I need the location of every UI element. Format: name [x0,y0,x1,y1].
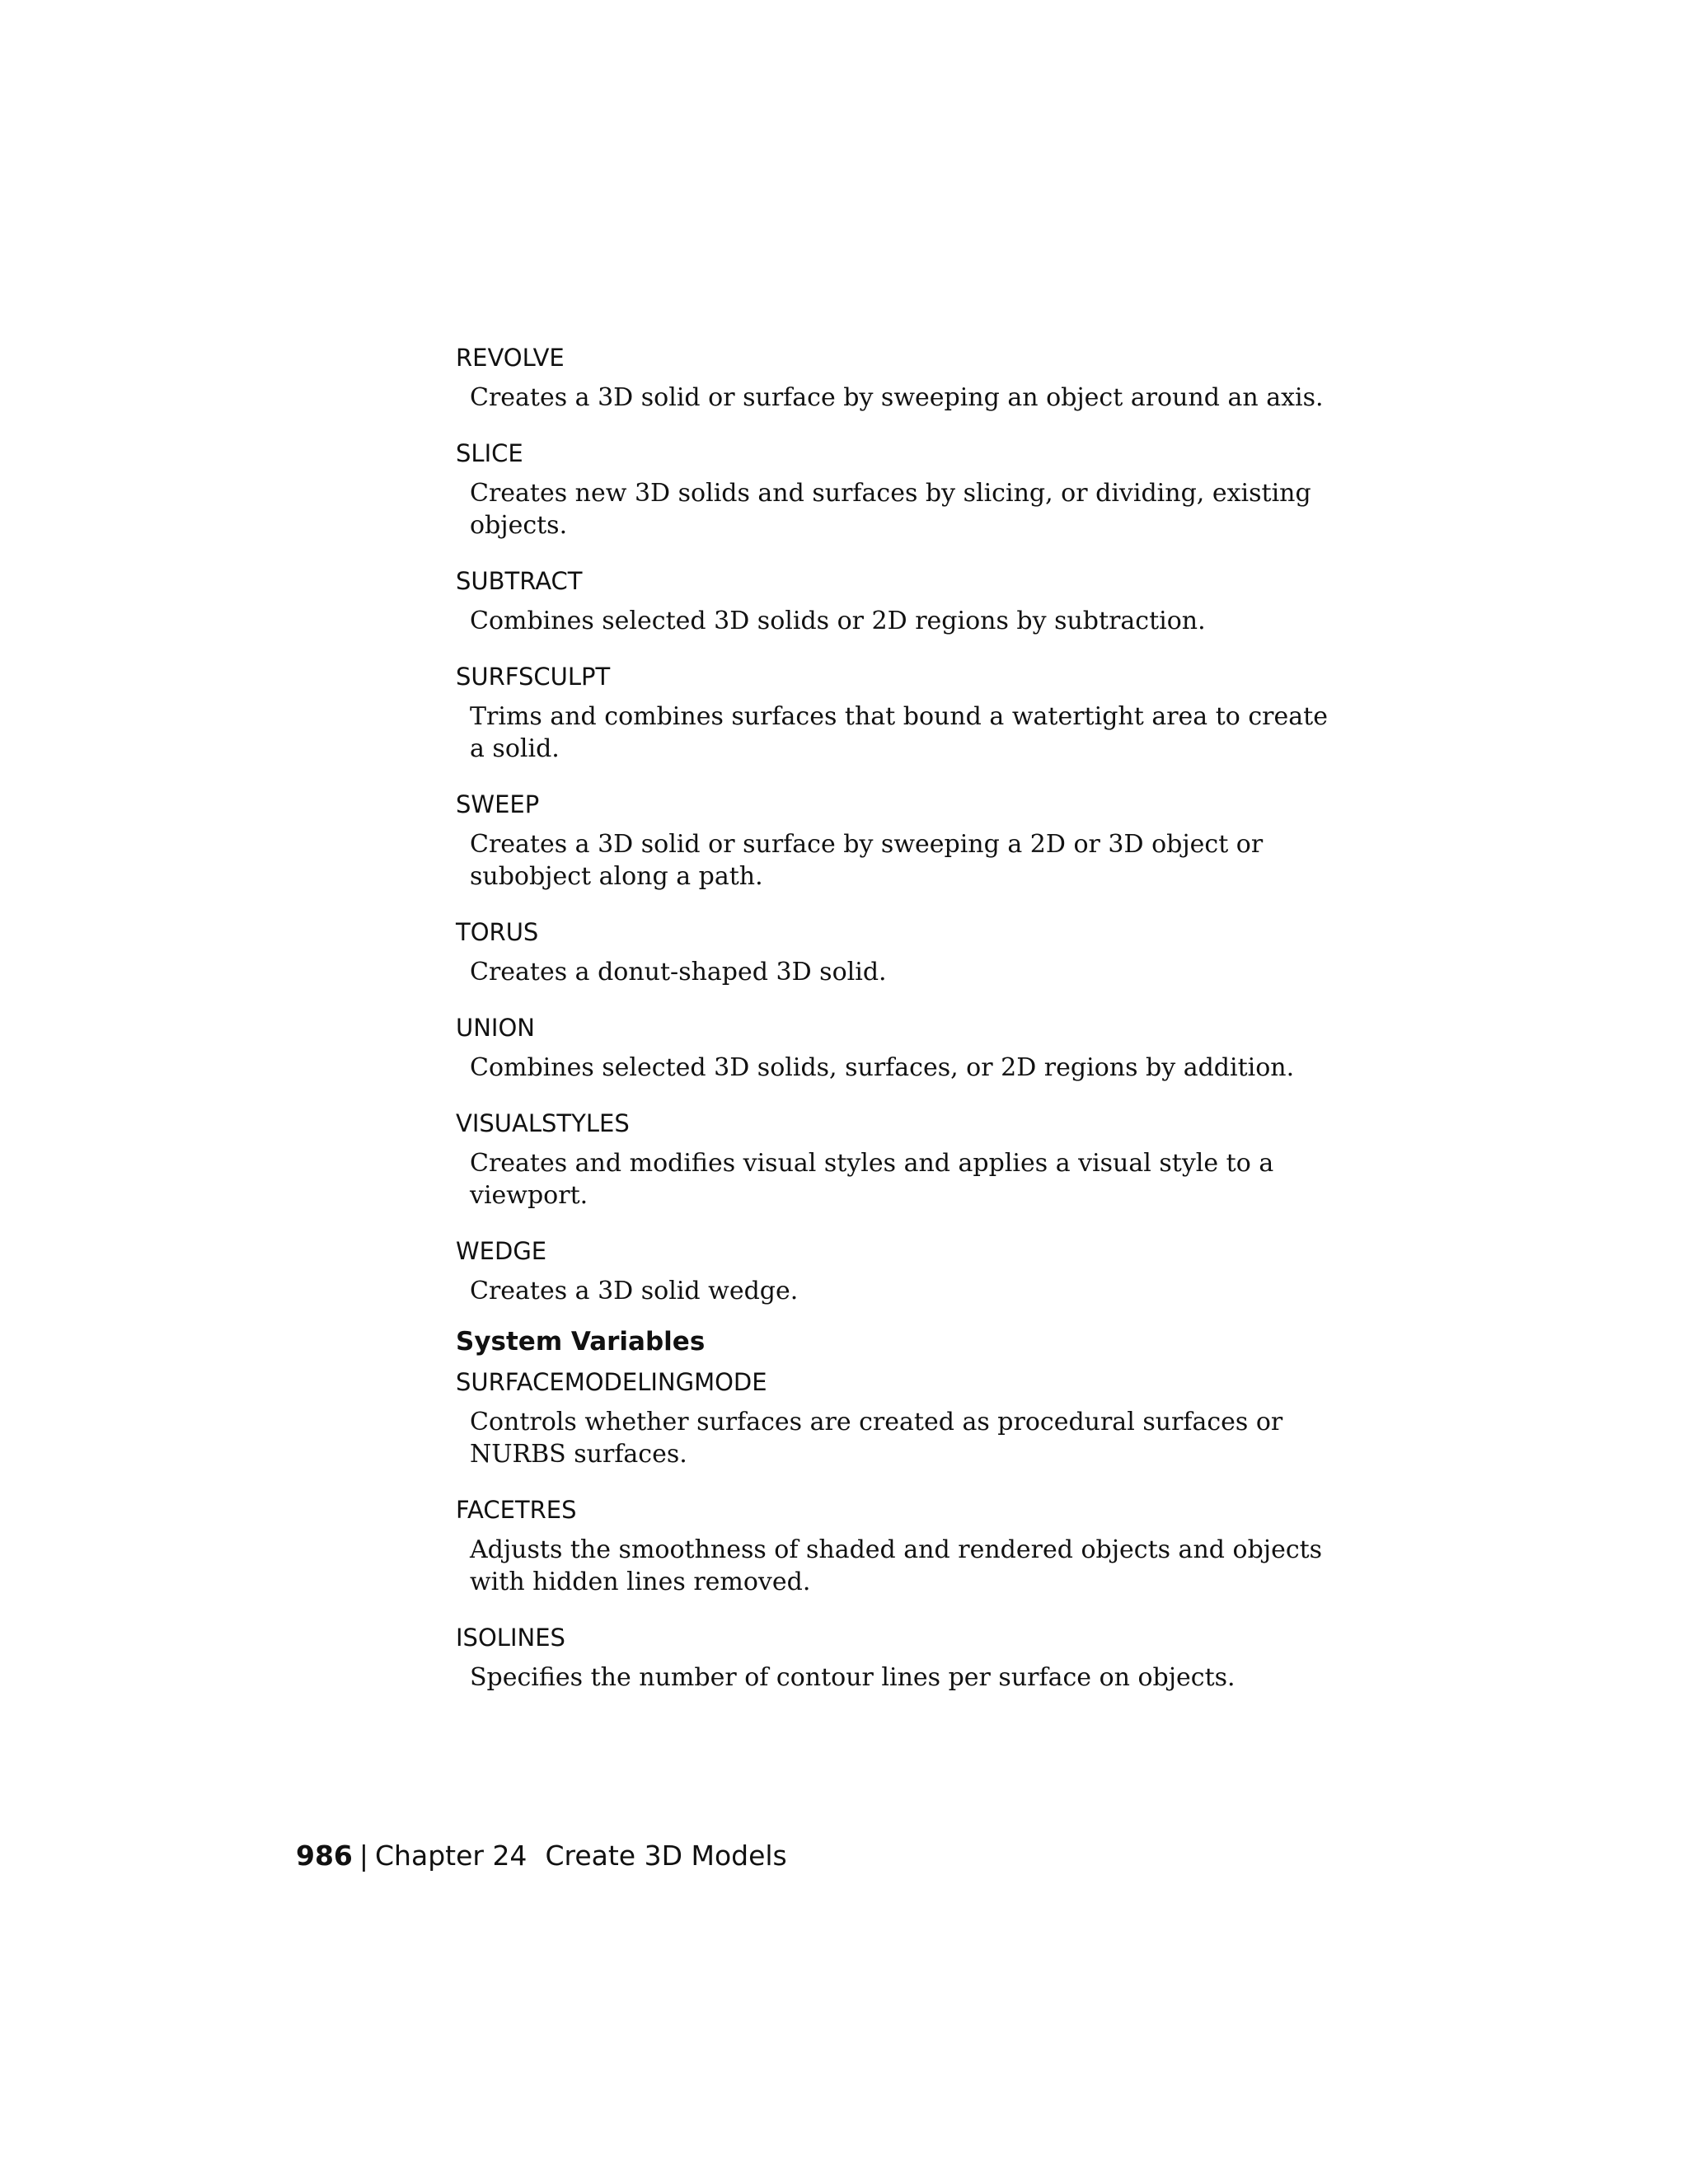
command-description: Creates a donut-shaped 3D solid. [470,958,887,987]
list-item [456,1486,1362,1598]
footer-separator: | [359,1840,369,1872]
variable-term: FACETRES [456,1496,577,1524]
page-footer [296,1838,787,1874]
list-item [456,429,1362,541]
variable-term: ISOLINES [456,1624,565,1652]
list-item [456,334,1362,414]
page-content [456,334,1362,1709]
variable-description: Adjusts the smoothness of shaded and rendered objects and objects with hidden lines removed. [470,1535,1323,1596]
command-term: TORUS [456,918,539,946]
page-number: 986 [296,1840,353,1872]
command-description: Trims and combines surfaces that bound a watertight area to create a solid. [470,702,1328,763]
list-item [456,1227,1362,1307]
command-term: VISUALSTYLES [456,1109,630,1137]
list-item [456,1614,1362,1694]
command-term: SURFSCULPT [456,663,611,691]
list-item [456,653,1362,765]
command-description: Combines selected 3D solids or 2D regions by subtraction. [470,607,1206,635]
command-description: Creates a 3D solid wedge. [470,1277,799,1305]
section-heading: System Variables [456,1327,706,1357]
list-item [456,557,1362,637]
list-item [456,1099,1362,1212]
command-term: SLICE [456,439,523,467]
list-item [456,1358,1362,1470]
command-term: SWEEP [456,790,540,818]
list-item [456,1004,1362,1084]
command-description: Creates and modifies visual styles and applies a visual style to a viewport. [470,1149,1274,1210]
list-item [456,780,1362,893]
command-description: Creates a 3D solid or surface by sweeping a 2D or 3D object or subobject along a path. [470,830,1264,891]
variable-description: Specifies the number of contour lines per surface on objects. [470,1663,1236,1692]
system-variables-section [456,1325,1362,1694]
command-description: Combines selected 3D solids, surfaces, or 2D regions by addition. [470,1053,1295,1082]
command-term: SUBTRACT [456,567,583,595]
command-term: UNION [456,1014,535,1042]
command-description: Creates a 3D solid or surface by sweeping an object around an axis. [470,383,1324,412]
variable-description: Controls whether surfaces are created as procedural surfaces or NURBS surfaces. [470,1408,1283,1469]
command-term: WEDGE [456,1237,547,1265]
command-description: Creates new 3D solids and surfaces by slicing, or dividing, existing objects. [470,479,1311,540]
command-list [456,334,1362,1307]
command-term: REVOLVE [456,344,565,372]
variable-term: SURFACEMODELINGMODE [456,1368,767,1396]
chapter-title: Create 3D Models [545,1840,787,1872]
list-item [456,908,1362,988]
chapter-label: Chapter 24 [375,1840,528,1872]
